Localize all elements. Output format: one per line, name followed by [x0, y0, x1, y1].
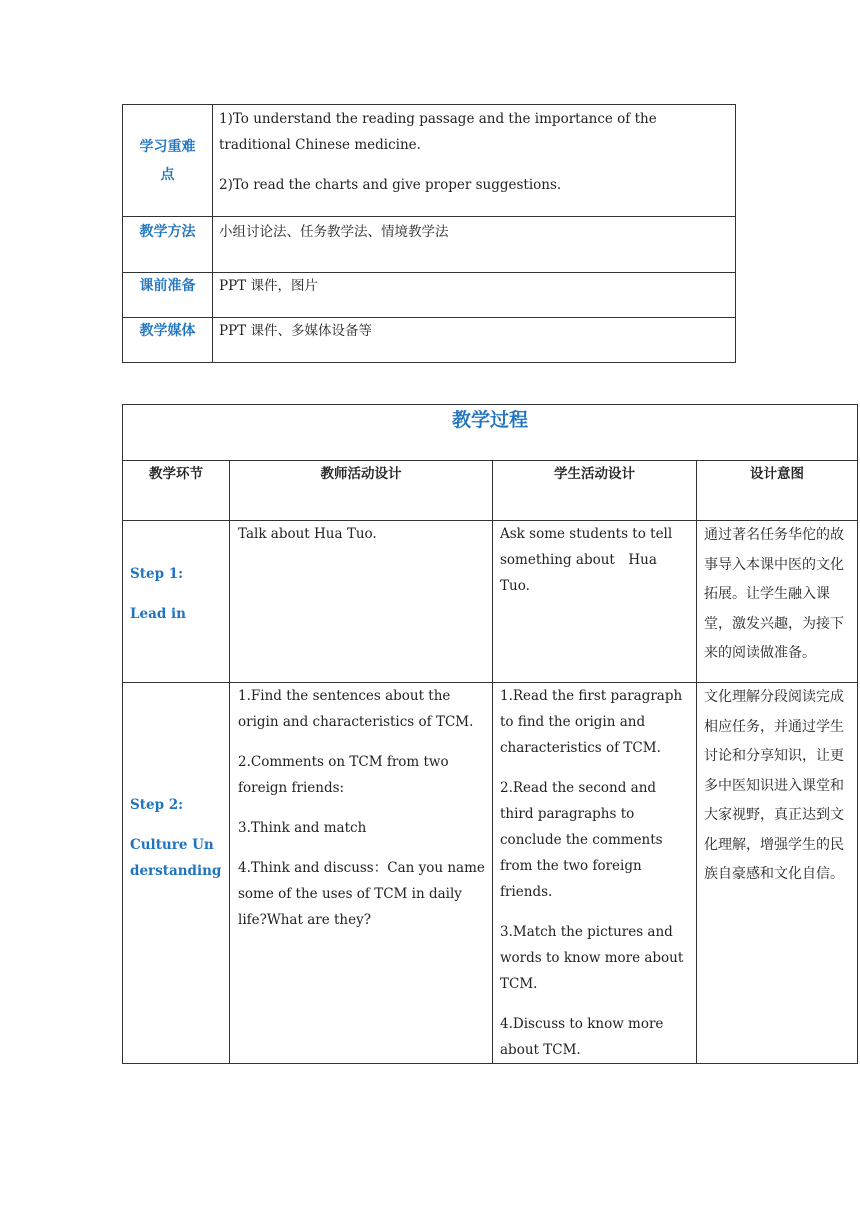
- header-student: 学生活动设计: [493, 461, 697, 521]
- step-2-cell: [123, 683, 230, 1064]
- header-step: 教学环节: [123, 461, 230, 521]
- step-row-2: [123, 683, 858, 1064]
- process-title: 教学过程: [123, 405, 858, 461]
- step-2-name: Culture Understanding: [130, 837, 222, 879]
- step-2-teacher-2: 2.Comments on TCM from two foreign friends:: [238, 754, 449, 796]
- media-value: PPT 课件、多媒体设备等: [213, 318, 736, 363]
- step-2-student-4: 4.Discuss to know more about TCM.: [500, 1016, 664, 1058]
- process-title-row: [123, 405, 858, 461]
- methods-value: 小组讨论法、任务教学法、情境教学法: [213, 217, 736, 273]
- step-2-teacher-4: 4.Think and discuss：Can you name some of the uses of TCM in daily life?What are they?: [238, 860, 485, 928]
- preparation-row: [123, 273, 736, 318]
- preparation-value: PPT 课件，图片: [213, 273, 736, 318]
- step-1-student-line: Ask some students to tell something about Hua Tuo.: [500, 526, 673, 594]
- media-label: 教学媒体: [123, 318, 213, 363]
- step-2-student: [493, 683, 697, 1064]
- step-row-1: [123, 521, 858, 683]
- step-1-number: Step 1:: [130, 565, 184, 582]
- step-2-intent-text: 文化理解分段阅读完成相应任务，并通过学生讨论和分享知识，让更多中医知识进入课堂和大家视野，真正达到文化理解，增强学生的民族自豪感和文化自信。: [704, 689, 844, 882]
- key-points-label: 学习重难点: [123, 105, 213, 217]
- key-point-2: 2)To read the charts and give proper suggestions.: [219, 177, 562, 193]
- media-row: [123, 318, 736, 363]
- header-teacher: 教师活动设计: [230, 461, 493, 521]
- step-2-student-3: 3.Match the pictures and words to know more about TCM.: [500, 924, 684, 992]
- process-table: [122, 404, 858, 1064]
- key-points-content: [213, 105, 736, 217]
- step-1-teacher-line: Talk about Hua Tuo.: [238, 526, 377, 542]
- info-table: [122, 104, 736, 363]
- step-2-number: Step 2:: [130, 797, 184, 813]
- step-2-student-1: 1.Read the first paragraph to find the origin and characteristics of TCM.: [500, 688, 683, 756]
- header-row: [123, 461, 858, 521]
- step-1-intent-text: 通过著名任务华佗的故事导入本课中医的文化拓展。让学生融入课堂，激发兴趣，为接下来的阅读做准备。: [704, 527, 844, 661]
- methods-label: 教学方法: [123, 217, 213, 273]
- header-intent: 设计意图: [697, 461, 858, 521]
- step-1-teacher: [230, 521, 493, 683]
- step-2-teacher-3: 3.Think and match: [238, 820, 367, 836]
- step-1-name: Lead in: [130, 605, 186, 622]
- key-points-row: [123, 105, 736, 217]
- step-1-student: [493, 521, 697, 683]
- methods-row: [123, 217, 736, 273]
- step-2-teacher-1: 1.Find the sentences about the origin and characteristics of TCM.: [238, 688, 474, 730]
- step-2-intent: [697, 683, 858, 1064]
- step-2-student-2: 2.Read the second and third paragraphs to conclude the comments from the two foreign friends.: [500, 780, 663, 900]
- step-1-intent: [697, 521, 858, 683]
- step-2-teacher: [230, 683, 493, 1064]
- key-point-1: 1)To understand the reading passage and the importance of the traditional Chinese medicine.: [219, 111, 657, 153]
- preparation-label: 课前准备: [123, 273, 213, 318]
- step-1-cell: [123, 521, 230, 683]
